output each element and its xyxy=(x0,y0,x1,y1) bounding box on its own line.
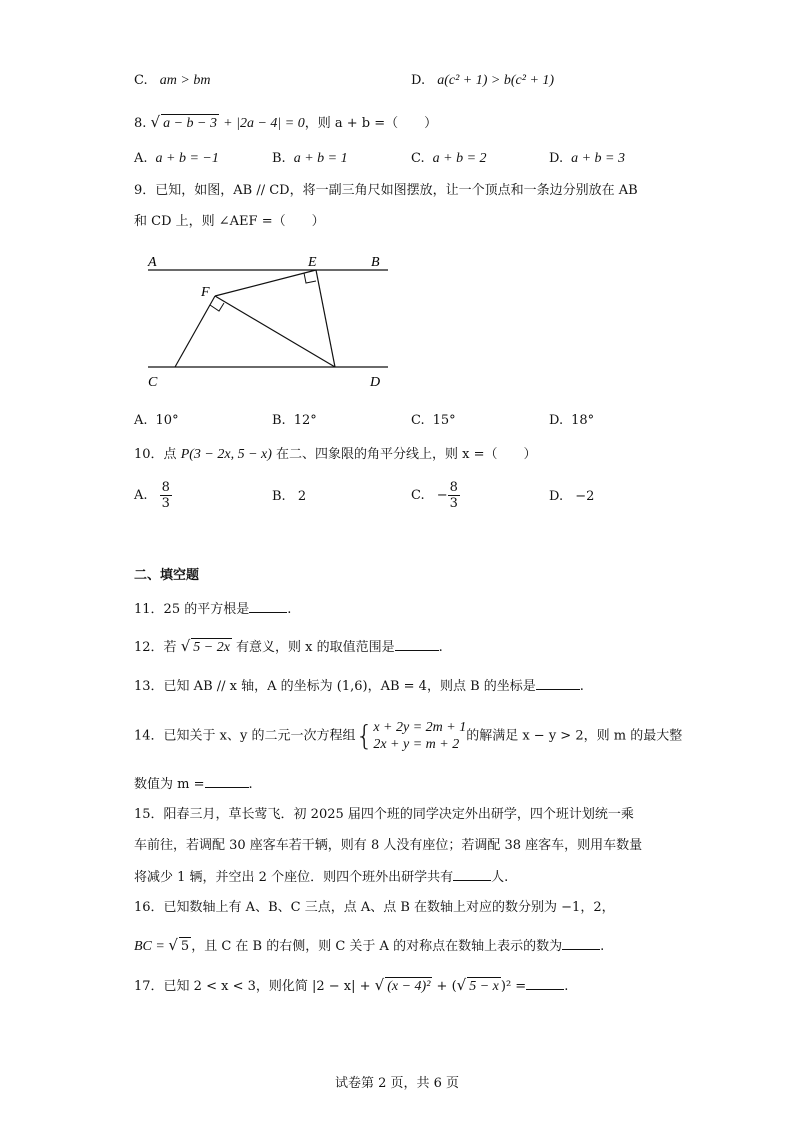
question-tail: 人. xyxy=(491,870,509,885)
option-text: a + b = 3 xyxy=(571,151,625,166)
segment-fe xyxy=(215,270,316,296)
option-label: C. xyxy=(411,151,425,166)
sqrt-sign-icon: √ xyxy=(150,113,161,131)
question-tail: . xyxy=(579,679,584,694)
option-label: C. xyxy=(411,488,425,503)
sqrt-sign-icon: √ xyxy=(168,936,178,954)
answer-blank[interactable] xyxy=(526,977,564,990)
abs-expression: + |2a − 4| = 0 xyxy=(223,116,305,131)
option-label: A. xyxy=(134,413,148,428)
option-text: 2 xyxy=(297,489,307,504)
label-c: C xyxy=(148,375,158,390)
label-e: E xyxy=(308,255,317,270)
question-text: )² = xyxy=(500,979,527,994)
equation-system xyxy=(373,719,466,753)
question-tail: . xyxy=(600,939,605,954)
option-text: −2 xyxy=(575,489,595,504)
question-text: 的解满足 x − y > 2，则 m 的最大整 xyxy=(466,728,683,744)
option-label: A. xyxy=(134,488,148,503)
label-a: A xyxy=(148,255,157,270)
option-d xyxy=(549,150,625,168)
option-text: 12° xyxy=(293,413,317,428)
denominator: 3 xyxy=(161,496,170,511)
label-d: D xyxy=(370,375,381,390)
question-tail: . xyxy=(248,777,253,792)
sqrt-sign-icon: √ xyxy=(180,637,191,655)
question-text: ，且 C 在 B 的右侧，则 C 关于 A 的对称点在数轴上表示的数为 xyxy=(191,939,563,954)
option-label: D. xyxy=(411,73,426,88)
right-angle-f-icon xyxy=(210,303,224,311)
option-b xyxy=(272,412,317,430)
sqrt-content: 5 − x xyxy=(469,979,499,994)
point-expression: P(3 − 2x, 5 − x) xyxy=(180,447,272,462)
question-16-line-2 xyxy=(134,936,604,956)
q10-option-c xyxy=(411,480,460,511)
option-label: B. xyxy=(272,413,286,428)
option-text: 15° xyxy=(432,413,456,428)
sqrt-content: (x − 4)² xyxy=(387,979,431,994)
q9-figure xyxy=(140,250,400,395)
answer-blank[interactable] xyxy=(562,937,600,950)
option-text: a + b = −1 xyxy=(155,151,219,166)
option-label: D. xyxy=(549,413,564,428)
question-text: 14．已知关于 x、y 的二元一次方程组 xyxy=(134,728,356,744)
right-angle-e-icon xyxy=(304,273,316,283)
question-11 xyxy=(134,600,291,619)
option-text: a(c² + 1) > b(c² + 1) xyxy=(437,73,555,88)
segment-ed xyxy=(316,270,335,367)
answer-blank[interactable] xyxy=(453,868,491,881)
sqrt-content: 5 xyxy=(180,939,190,954)
question-tail: . xyxy=(438,640,443,655)
question-text: 17．已知 2 < x < 3，则化简 |2 − x| + xyxy=(134,979,375,994)
question-tail: . xyxy=(287,602,292,617)
question-15-line-2: 车前往，若调配 30 座客车若干辆，则有 8 人没有座位；若调配 38 座客车，则用车数量 xyxy=(134,838,643,853)
option-text: 10° xyxy=(155,413,179,428)
question-number: 8. xyxy=(134,116,147,131)
question-9-line-2: 和 CD 上，则 ∠AEF =（ ） xyxy=(134,214,325,229)
option-label: C. xyxy=(134,73,148,88)
answer-blank[interactable] xyxy=(249,600,287,613)
segment-fd xyxy=(215,296,335,367)
option-label: A. xyxy=(134,151,148,166)
option-d xyxy=(549,412,594,430)
q10-option-a xyxy=(134,480,172,511)
option-c xyxy=(411,412,456,430)
equation-2: 2x + y = m + 2 xyxy=(373,737,460,752)
option-text: am > bm xyxy=(159,73,211,88)
sqrt-sign-icon: √ xyxy=(374,976,385,994)
question-14-line-2 xyxy=(134,775,253,794)
option-label: B. xyxy=(272,489,286,504)
question-8 xyxy=(134,113,437,133)
equation-1: x + 2y = 2m + 1 xyxy=(373,720,467,735)
q10-option-b xyxy=(272,488,306,506)
minus-sign: − xyxy=(436,488,448,503)
segment-fc xyxy=(175,296,215,367)
denominator: 3 xyxy=(449,496,458,511)
q7-option-d xyxy=(411,72,554,90)
question-16-line-1: 16．已知数轴上有 A、B、C 三点，点 A、点 B 在数轴上对应的数分别为 −1，2， xyxy=(134,900,615,915)
question-10 xyxy=(134,446,537,464)
question-text: 11．25 的平方根是 xyxy=(134,602,250,617)
option-a xyxy=(134,412,179,430)
question-tail: . xyxy=(564,979,569,994)
fraction xyxy=(448,480,460,511)
answer-blank[interactable] xyxy=(395,638,439,651)
section-title: 二、填空题 xyxy=(134,568,200,583)
option-text: a + b = 2 xyxy=(432,151,487,166)
option-label: D. xyxy=(549,151,564,166)
question-text: 有意义，则 x 的取值范围是 xyxy=(231,640,395,655)
question-text: 将减少 1 辆，并空出 2 个座位．则四个班外出研学共有 xyxy=(134,870,454,885)
answer-blank[interactable] xyxy=(205,775,249,788)
question-15-line-1: 15．阳春三月，草长莺飞．初 2025 届四个班的同学决定外出研学，四个班计划统一乘 xyxy=(134,807,634,822)
question-15-line-3 xyxy=(134,868,508,887)
question-17 xyxy=(134,976,568,996)
answer-blank[interactable] xyxy=(536,677,580,690)
question-text: 数值为 m = xyxy=(134,777,205,792)
label-b: B xyxy=(371,255,380,270)
q7-option-c xyxy=(134,72,210,90)
sqrt-content: a − b − 3 xyxy=(163,116,218,131)
question-text: 12．若 xyxy=(134,640,181,655)
label-f: F xyxy=(201,285,210,300)
fraction xyxy=(160,480,172,511)
page-footer: 试卷第 2 页，共 6 页 xyxy=(334,1076,460,1091)
question-13 xyxy=(134,677,584,696)
question-12 xyxy=(134,637,443,657)
question-9-line-1: 9．已知，如图，AB // CD，将一副三角尺如图摆放，让一个顶点和一条边分别放在 AB xyxy=(134,183,638,198)
option-c xyxy=(411,150,487,168)
option-label: B. xyxy=(272,151,286,166)
option-label: C. xyxy=(411,413,425,428)
q10-option-d xyxy=(549,488,594,506)
question-text: + ( xyxy=(432,979,457,994)
question-text: BC = xyxy=(134,939,169,954)
question-14 xyxy=(134,718,682,755)
sqrt-content: 5 − 2x xyxy=(193,640,230,655)
brace-icon: { xyxy=(355,719,374,752)
sqrt-sign-icon: √ xyxy=(456,976,467,994)
option-a xyxy=(134,150,219,168)
numerator: 8 xyxy=(161,480,170,495)
option-text: 18° xyxy=(571,413,595,428)
question-text: 13．已知 AB // x 轴，A 的坐标为 (1,6)，AB = 4，则点 B 的坐标是 xyxy=(134,679,536,694)
question-text: 在二、四象限的角平分线上，则 x =（ ） xyxy=(271,447,537,462)
option-label: D. xyxy=(549,489,564,504)
question-text: 10．点 xyxy=(134,447,181,462)
option-text: a + b = 1 xyxy=(293,151,348,166)
option-b xyxy=(272,150,348,168)
question-ask: ，则 a + b =（ ） xyxy=(304,116,438,131)
numerator: 8 xyxy=(449,480,458,495)
